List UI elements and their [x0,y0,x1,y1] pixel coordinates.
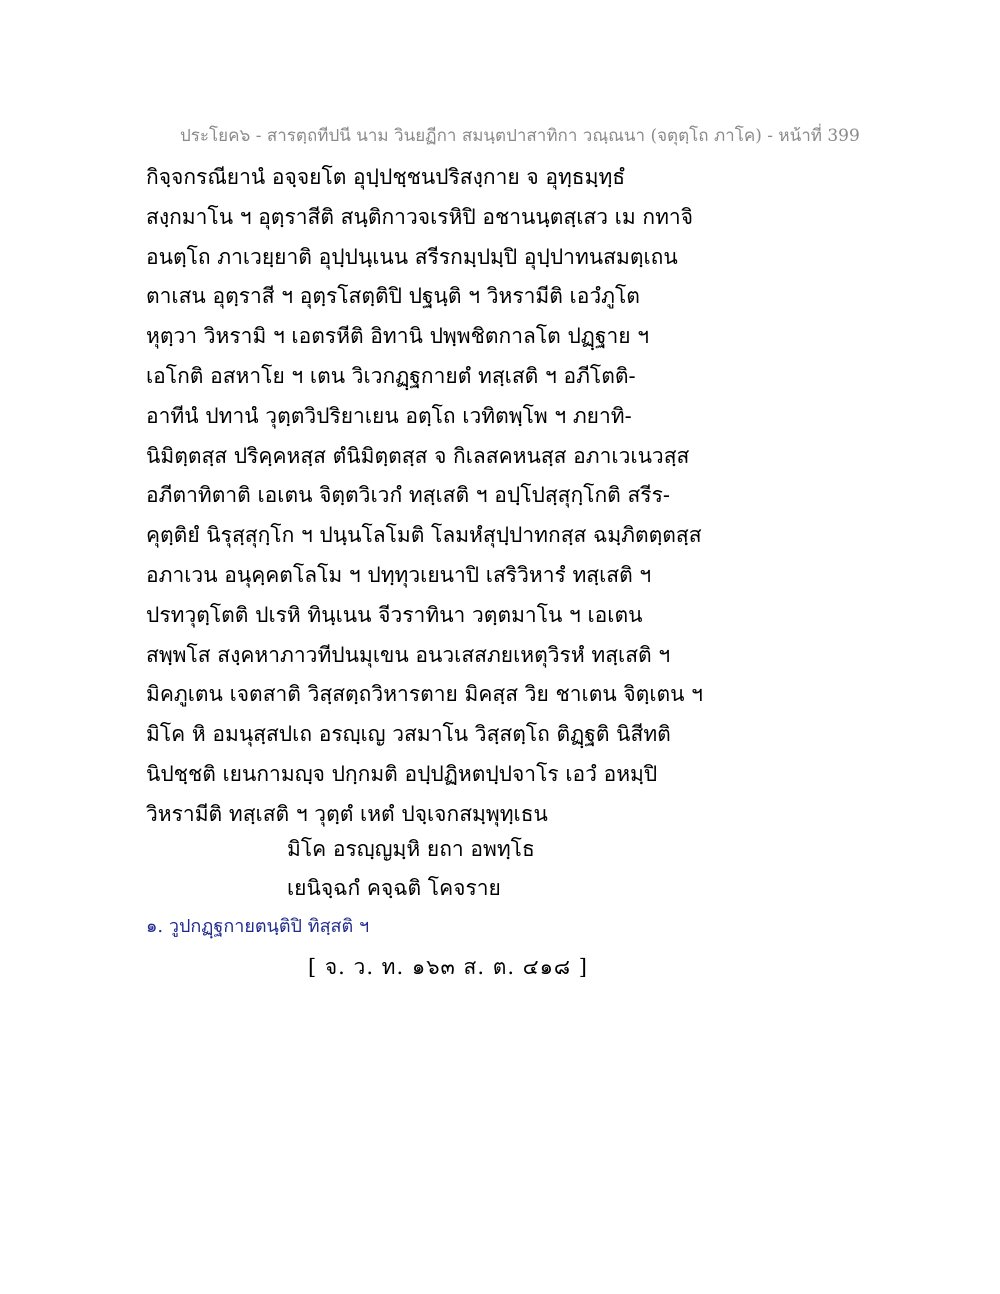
body-line: อนตฺโถ ภาเวยฺยาติ อุปฺปนฺเนน สรีรกมฺปมฺปิ อุปฺปาทนสมตฺเถน [146,244,678,269]
body-line: วิหรามีติ ทสฺเสติ ฯ วุตฺตํ เหตํ ปจฺเจกสมฺพุทฺเธน [146,801,548,826]
verse-line: เยนิจฺฉกํ คจฺฉติ โคจราย [287,876,501,900]
verse-line: มิโค อรญฺญมฺหิ ยถา อพทฺโธ [287,837,535,861]
body-line: นิปชฺชติ เยนกามญฺจ ปกฺกมติ อปฺปฏิหตปฺปจาโร เอวํ อหมฺปิ [146,761,658,786]
verse-block [287,830,787,908]
body-line: สงฺกมาโน ฯ อุตฺราสีติ สนฺติกาวจเรหิปิ อชานนฺตสฺเสว เม กทาจิ [146,204,694,229]
citation-reference: [ จ. ว. ท. ๑๖๓ ส. ต. ๔๑๘ ] [308,955,588,979]
body-text [146,158,866,835]
body-line: คุตฺติยํ นิรุสฺสุกฺโก ฯ ปนฺนโลโมติ โลมหํสุปฺปาทกสฺส ฉมฺภิตตฺตสฺส [146,523,702,548]
body-line: ปรทวุตฺโตติ ปเรหิ ทินฺเนน จีวราทินา วตฺตมาโน ฯ เอเตน [146,602,643,627]
body-line: มิคภูเตน เจตสาติ วิสฺสตฺถวิหารตาย มิคสฺส วิย ชาเตน จิตฺเตน ฯ [146,682,703,707]
body-line: เอโกติ อสหาโย ฯ เตน วิเวกฏฺฐกายตํ ทสฺเสติ ฯ อภีโตติ- [146,363,636,388]
body-line: สพฺพโส สงฺคหาภาวทีปนมุเขน อนวเสสภยเหตุวิรหํ ทสฺเสติ ฯ [146,642,671,667]
running-header: ประโยค๖ - สารตฺถทีปนี นาม วินยฏีกา สมนฺตปาสาทิกา วณฺณนา (จตุตฺโถ ภาโค) - หน้าที่ 399 [180,126,860,146]
body-line: หุตฺวา วิหรามิ ฯ เอตรหีติ อิทานิ ปพฺพชิตกาลโต ปฏฺฐาย ฯ [146,324,650,349]
footnote: ๑. วูปกฏฺฐกายตนฺติปิ ทิสฺสติ ฯ [146,916,370,937]
body-line: นิมิตฺตสฺส ปริคฺคหสฺส ตํนิมิตฺตสฺส จ กิเลสคหนสฺส อภาเวเนวสฺส [146,443,690,468]
body-line: มิโค หิ อมนุสฺสปเถ อรญฺเญ วสมาโน วิสฺสตฺโถ ติฏฺฐติ นิสีทติ [146,722,671,747]
body-line: อภีตาทิตาติ เอเตน จิตฺตวิเวกํ ทสฺเสติ ฯ อปฺโปสฺสุกฺโกติ สรีร- [146,483,670,508]
body-line: กิจฺจกรณียานํ อจฺจยโต อุปฺปชฺชนปริสงฺกาย จ อุทฺธมฺทฺธํ [146,165,626,189]
body-line: อาทีนํ ปทานํ วุตฺตวิปริยาเยน อตฺโถ เวทิตพฺโพ ฯ ภยาทิ- [146,403,632,428]
body-line: อภาเวน อนุคฺคตโลโม ฯ ปทฺทุวเยนาปิ เสริวิหารํ ทสฺเสติ ฯ [146,562,652,587]
body-line: ตาเสน อุตฺราสี ฯ อุตฺรโสตฺติปิ ปฐนฺติ ฯ วิหรามีติ เอวํภูโต [146,284,640,309]
